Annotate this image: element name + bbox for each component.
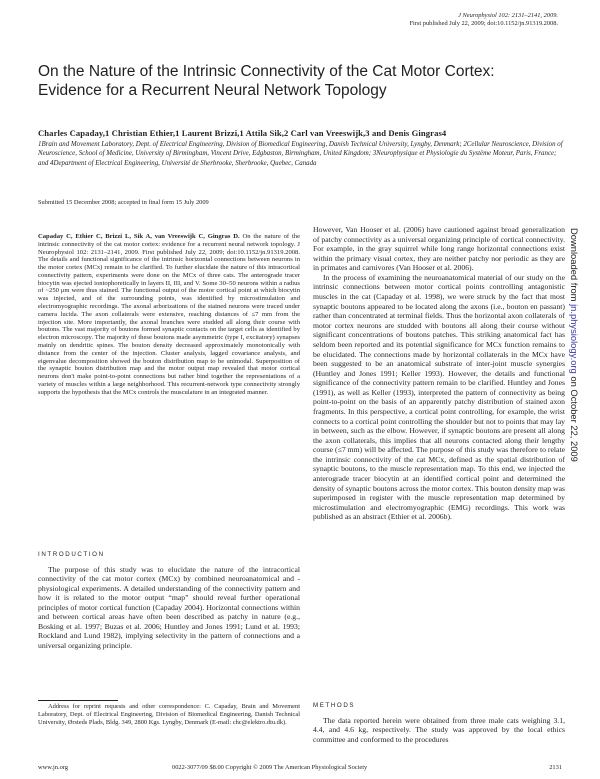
introduction-text: The purpose of this study was to elucidate the nature of the intracortical connectivity of the cat motor cortex (MCx) by combined neuroanatomical and -physiological experiments. A detailed understanding of the connectivity pattern and how it is related to the motor output “map” should reveal further operational principles of motor cortical function (Capaday 2004). Horizontal connections within and between cortical areas have often been described as patchy in nature (e.g., Bosking et al. 1997; Buzas et al. 2006; Huntley and Jones 1991; Lund et al. 1993; Rockland and Lund 1982), implying selectivity in the pattern of connections and a universal organizing principle. (38, 565, 300, 650)
introduction-heading: INTRODUCTION (38, 551, 105, 558)
abstract (38, 233, 300, 396)
submission-dates: Submitted 15 December 2008; accepted in final form 15 July 2009 (38, 199, 209, 206)
download-prefix: Downloaded from (569, 228, 580, 305)
footnote-rule (38, 700, 118, 701)
journal-citation: J Neurophysiol 102: 2131–2141, 2009. (458, 12, 558, 19)
download-watermark (569, 228, 580, 608)
right-paragraph-2: In the process of examining the neuroanatomical material of our study on the intrinsic connections between motor cortical points controlling antagonistic muscles in the cat (Capaday et al. 1998), we were struck by the fact that most synaptic boutons appeared to be located along the axons (i.e., bouton en passant) rather than concentrated at terminal fields. Thus the horizontal axon collaterals of motor cortex neurons are studded with boutons all along their course without significant concentrations of boutons patches. This striking anatomical fact has seldom been reported and its potential significance for MCx function remains to be elucidated. The connections made by horizontal collaterals in the MCx have been suggested to be an anatomical substrate of inter-joint muscle synergies (Huntley and Jones 1991; Keller 1993). However, the details and functional significance of the connectivity pattern remain to be clarified. Huntley and Jones (1991), as well as Keller (1993), interpreted the pattern of connectivity as being point-to-point on the basis of an apparently patchy distribution of stained axon fragments. In this perspective, a cortical point controlling, for example, the wrist connects to a cortical point controlling the shoulder but not to points that may lay in between, such as the elbow. However, if synaptic boutons are present all along the axon collaterals, this implies that all neurons contacted along their lengthy course (≤7 mm) will be affected. The purpose of this study was therefore to relate the intrinsic connectivity of the cat MCx, defined as the spatial distribution of synaptic boutons, to the muscle representation map. To this end, we injected the anterograde tracer biocytin at an identified cortical point and determined the density of synaptic boutons across the motor cortex. This bouton density map was superimposed in register with the muscle representation map determined by microstimulation and electromyographic (EMG) recordings. This work was published as an abstract (Ethier et al. 2006b). (313, 272, 566, 522)
abstract-citation: Capaday C, Ethier C, Brizzi L, Sik A, van Vreeswijk C, Gingras D. (38, 233, 240, 240)
download-date: on October 22, 2009 (569, 373, 580, 462)
journal-site-link[interactable]: jn.physiology.org (569, 304, 580, 374)
abstract-body: On the nature of the intrinsic connectivity of the cat motor cortex: evidence for a recurrent neural network topology. J Neurophysiol 102: 2131–2141, 2009. First published July 22, 2009; doi:10.1152/jn.91319.2008. The details and functional significance of the intrinsic horizontal connections between neurons in the motor cortex (MCx) remain to be clarified. To further elucidate the nature of this intracortical connectivity pattern, experiments were done on the MCx of three cats. The anterograde tracer biocytin was ejected iontophoretically in layers II, III, and V. Some 30–50 neurons within a radius of ~250 μm were thus stained. The functional output of the motor cortical point at which biocytin was injected, and of the surrounding points, was identified by microstimulation and electromyographic recordings. The axonal arborizations of the stained neurons were traced under camera lucida. The axon collaterals were extensive, reaching distances of ≤7 mm from the injection site. More importantly, the axonal branches were studded all along their course with boutons. The vast majority of boutons formed synaptic contacts on the target cells as identified by electron microscopy. The majority of these boutons made asymmetric (type I, excitatory) synapses mainly on dendritic spines. The bouton density decreased approximately monotonically with distance from the center of the injection. Cluster analysis, lagged covariance analysis, and eigenvalue decomposition showed the bouton distribution map to be unimodal. Superposition of the synaptic bouton distribution map and the motor output map revealed that motor cortical neurons don't make point-to-point connections but rather bind together the representations of a variety of muscles within a large neighborhood. This recurrent-network type connectivity strongly supports the hypothesis that the MCx controls the musculature in an integrated manner. (38, 233, 301, 396)
footer-page-number: 2131 (549, 764, 562, 771)
footer-copyright: 0022-3077/09 $8.00 Copyright © 2009 The American Physiological Society (172, 764, 368, 771)
methods-heading: METHODS (313, 702, 356, 709)
author-affiliations: 1Brain and Movement Laboratory, Dept. of Electrical Engineering, Division of Biomedical Engineering, Danish Technical University, Lyngby, Denmark; 2Cellular Neuroscience, Division of Neuroscience, School of Medicine, University of Birmingham, Vincent Drive, Edgbaston, Birmingham, United Kingdom; 3Neurophysique et Physiologie du Système Moteur, Paris, France; and 4Department of Electrical Engineering, Université de Sherbrooke, Sherbrooke, Quebec, Canada (38, 141, 563, 167)
journal-header (409, 12, 558, 28)
methods-text: The data reported herein were obtained from three male cats weighing 3.1, 4.4, and 4.6 kg, respectively. The study was approved by the local ethics committee and conformed to the procedures (313, 716, 565, 744)
right-column-text (313, 225, 565, 522)
article-title: On the Nature of the Intrinsic Connectivity of the Cat Motor Cortex: Evidence for a Recurrent Neural Network Topology (38, 63, 495, 99)
correspondence-footnote: Address for reprint requests and other correspondence: C. Capaday, Brain and Movement Laboratory, Dept. of Electrical Engineering, Division of Biomedical Engineering, Danish Technical University, Ørsteds Plads, Bldg. 349, 2800 Kgs. Lyngby, Denmark (E-mail: chc@elektro.dtu.dk). (38, 703, 300, 727)
author-list: Charles Capaday,1 Christian Ethier,1 Laurent Brizzi,1 Attila Sik,2 Carl van Vreeswijk,3 and Denis Gingras4 (38, 128, 447, 138)
footer-site: www.jn.org (38, 764, 68, 771)
right-paragraph-1: However, Van Hooser et al. (2006) have cautioned against broad generalization of patchy connectivity as a universal organizing principle of cortical connectivity. For example, in the gray squirrel while long range horizontal connections exist within the primary visual cortex, they are neither patchy nor periodic as they are in primates and carnivores (Van Hooser et al. 2006). (313, 225, 565, 273)
first-published-line: First published July 22, 2009; doi:10.1152/jn.91319.2008. (409, 20, 558, 27)
